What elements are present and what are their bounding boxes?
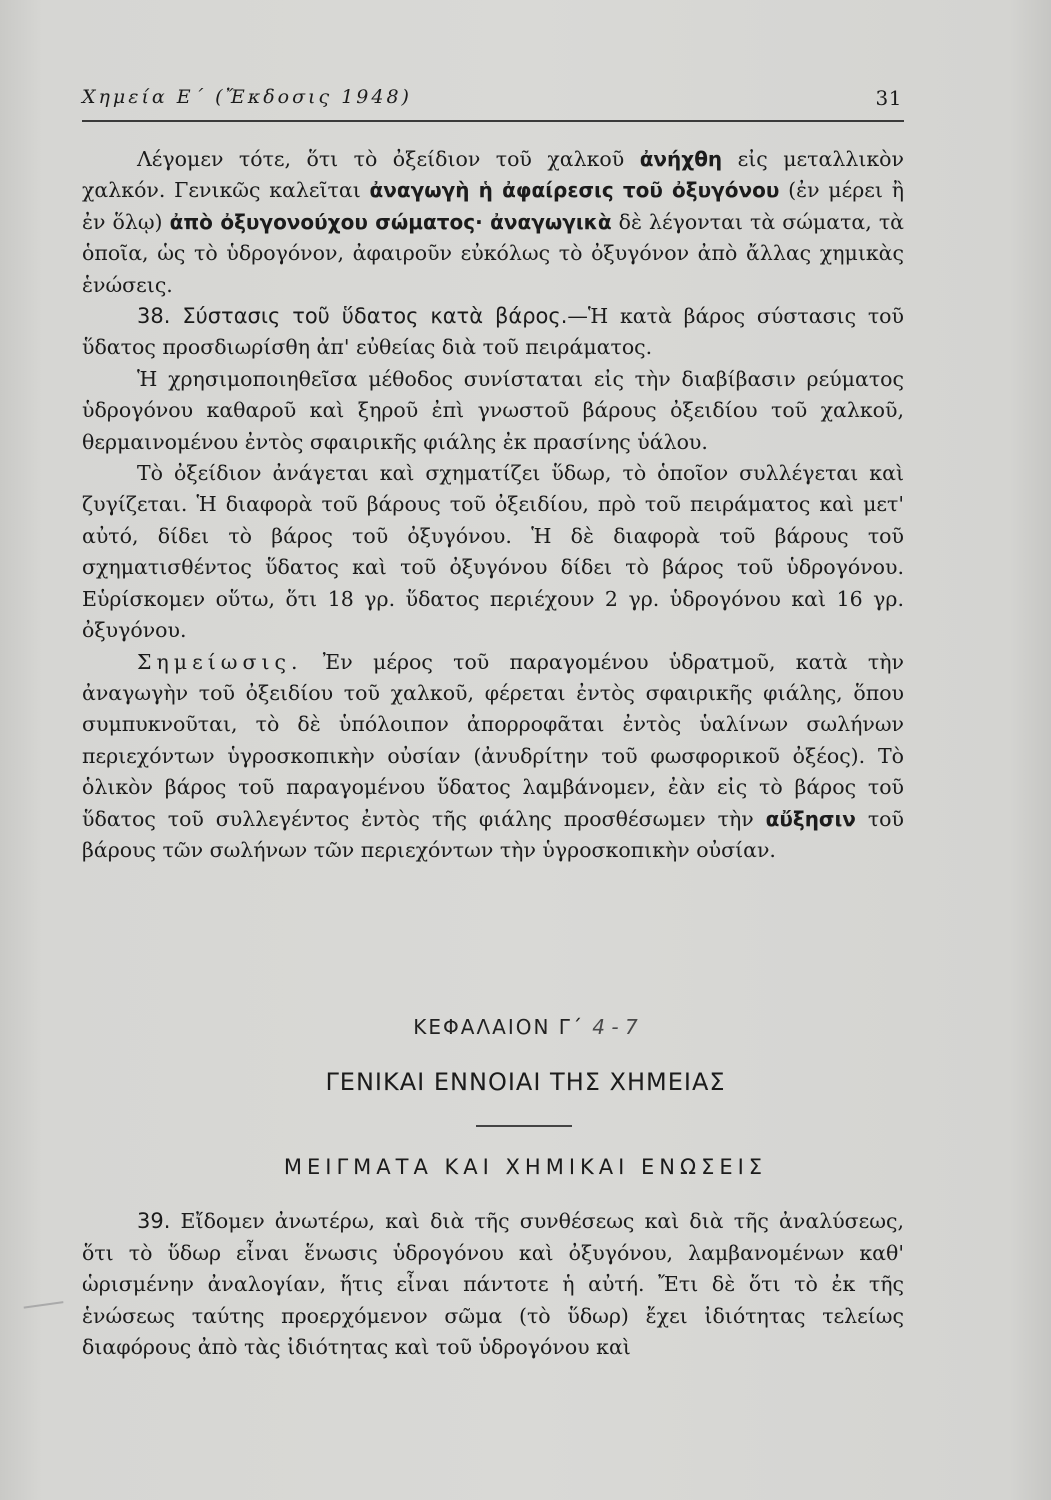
chapter-label: [0, 1015, 1051, 1039]
text-run: —Ἡ κατὰ βάρος σύστασις τοῦ ὕδατος προσδιωρίσθη ἀπ' εὐθείας διὰ τοῦ πειράματος.: [82, 304, 904, 360]
bold-term: ἀναγωγὴ ἡ ἀφαίρεσις τοῦ ὀξυγόνου: [369, 178, 780, 203]
text-run: δὲ λέγονται τὰ σώματα, τὰ ὁποῖα, ὡς τὸ ὑδρογόνον, ἀφαιροῦν εὐκόλως τὸ ὀξυγόνον ἀπὸ ἄλλας χημικὰς ἑνώσεις.: [82, 209, 905, 297]
text-run: εἰς μεταλλικὸν χαλκόν. Γενικῶς καλεῖται: [82, 147, 904, 203]
page-number: 31: [875, 86, 902, 110]
margin-pencil-mark: [21, 1279, 64, 1308]
paragraph-number-39: 39.: [137, 1209, 171, 1233]
section-heading-38: 38. Σύστασις τοῦ ὕδατος κατὰ βάρος.: [137, 304, 568, 329]
note-label: Σημείωσις.: [137, 649, 303, 674]
chapter-rule: [476, 1125, 572, 1127]
text-run: τοῦ βάρους τῶν σωλήνων τῶν περιεχόντων τὴν ὑγροσκοπικὴν οὐσίαν.: [82, 806, 904, 862]
handwritten-note: 4 - 7: [592, 1015, 638, 1039]
paragraph-method: Ἡ χρησιμοποιηθεῖσα μέθοδος συνίσταται εἰς τὴν διαβίβασιν ρεύματος ὑδρογόνου καθαροῦ καὶ ξηροῦ ἐπὶ γνωστοῦ βάρους ὀξειδίου τοῦ χαλκοῦ, θερμαινομένου ἐντὸς σφαιρικῆς φιάλης ἐκ πρασίνης ὑάλου.: [82, 366, 904, 454]
header-rule: [82, 120, 904, 122]
text-run: Ἐν μέρος τοῦ παραγομένου ὑδρατμοῦ, κατὰ τὴν ἀναγωγὴν τοῦ ὀξειδίου τοῦ χαλκοῦ, φέρεται ἐντὸς σφαιρικῆς φιάλης, ὅπου συμπυκνοῦται, τὸ δὲ ὑπόλοιπον ἀπορροφᾶται ἐντὸς ὑαλίνων σωλήνων περιεχόντων ὑγροσκοπικὴν οὐσίαν (ἀνυδρίτην τοῦ φωσφορικοῦ ὀξέος). Τὸ ὁλικὸν βάρος τοῦ παραγομένου ὕδατος λαμβάνομεν, ἐὰν εἰς τὸ βάρος τοῦ ὕδατος τοῦ συλλεγέντος ἐντὸς τῆς φιάλης προσθέσωμεν τὴν: [82, 649, 904, 831]
section-1-text: [82, 144, 904, 866]
paragraph-39: [82, 1206, 904, 1364]
text-run: (ἐν μέρει ἢ ἐν ὅλῳ): [82, 178, 904, 234]
bold-term: ἀπὸ ὀξυγονούχου σώματος· ἀναγωγικὰ: [169, 209, 612, 234]
text-run: Εἴδομεν ἀνωτέρω, καὶ διὰ τῆς συνθέσεως καὶ διὰ τῆς ἀναλύσεως, ὅτι τὸ ὕδωρ εἶναι ἕνωσις ὑδρογόνου καὶ ὀξυγόνου, λαμβανομένων καθ' ὡρισμένην ἀναλογίαν, ἥτις εἶναι πάντοτε ἡ αὐτή. Ἔτι δὲ ὅτι τὸ ἐκ τῆς ἑνώσεως ταύτης προερχόμενον σῶμα (τὸ ὕδωρ) ἔχει ἰδιότητας τελείως διαφόρους ἀπὸ τὰς ἰδιότητας καὶ τοῦ ὑδρογόνου καὶ: [82, 1209, 904, 1360]
chapter-number: ΚΕΦΑΛΑΙΟΝ Γ΄: [413, 1015, 584, 1039]
chapter-title: ΓΕΝΙΚΑΙ ΕΝΝΟΙΑΙ ΤΗΣ ΧΗΜΕΙΑΣ: [325, 1068, 726, 1096]
paragraph-oxide: Τὸ ὀξείδιον ἀνάγεται καὶ σχηματίζει ὕδωρ, τὸ ὁποῖον συλλέγεται καὶ ζυγίζεται. Ἡ διαφορὰ τοῦ βάρους τοῦ ὀξειδίου, πρὸ τοῦ πειράματος καὶ μετ' αὐτό, δίδει τὸ βάρος τοῦ ὀξυγόνου. Ἡ δὲ διαφορὰ τοῦ βάρους τοῦ σχηματισθέντος ὕδατος καὶ τοῦ ὀξυγόνου δίδει τὸ βάρος τοῦ ὑδρογόνου. Εὑρίσκομεν οὕτω, ὅτι 18 γρ. ὕδατος περιέχουν 2 γρ. ὑδρογόνου καὶ 16 γρ. ὀξυγόνου.: [82, 461, 904, 643]
text-run: Λέγομεν τότε, ὅτι τὸ ὀξείδιον τοῦ χαλκοῦ: [137, 147, 640, 171]
bold-term: αὔξησιν: [765, 806, 856, 831]
section-title: ΜΕΙΓΜΑΤΑ ΚΑΙ ΧΗΜΙΚΑΙ ΕΝΩΣΕΙΣ: [283, 1155, 768, 1179]
paragraph-reduction: [82, 144, 904, 301]
paragraph-38: [82, 301, 904, 364]
running-header: [82, 86, 902, 108]
bold-term: ἀνήχθη: [639, 147, 723, 171]
section-2-text: [82, 1206, 904, 1364]
paragraph-note: [82, 647, 904, 867]
running-title: Χημεία Ε΄ (Ἔκδοσις 1948): [82, 86, 412, 108]
